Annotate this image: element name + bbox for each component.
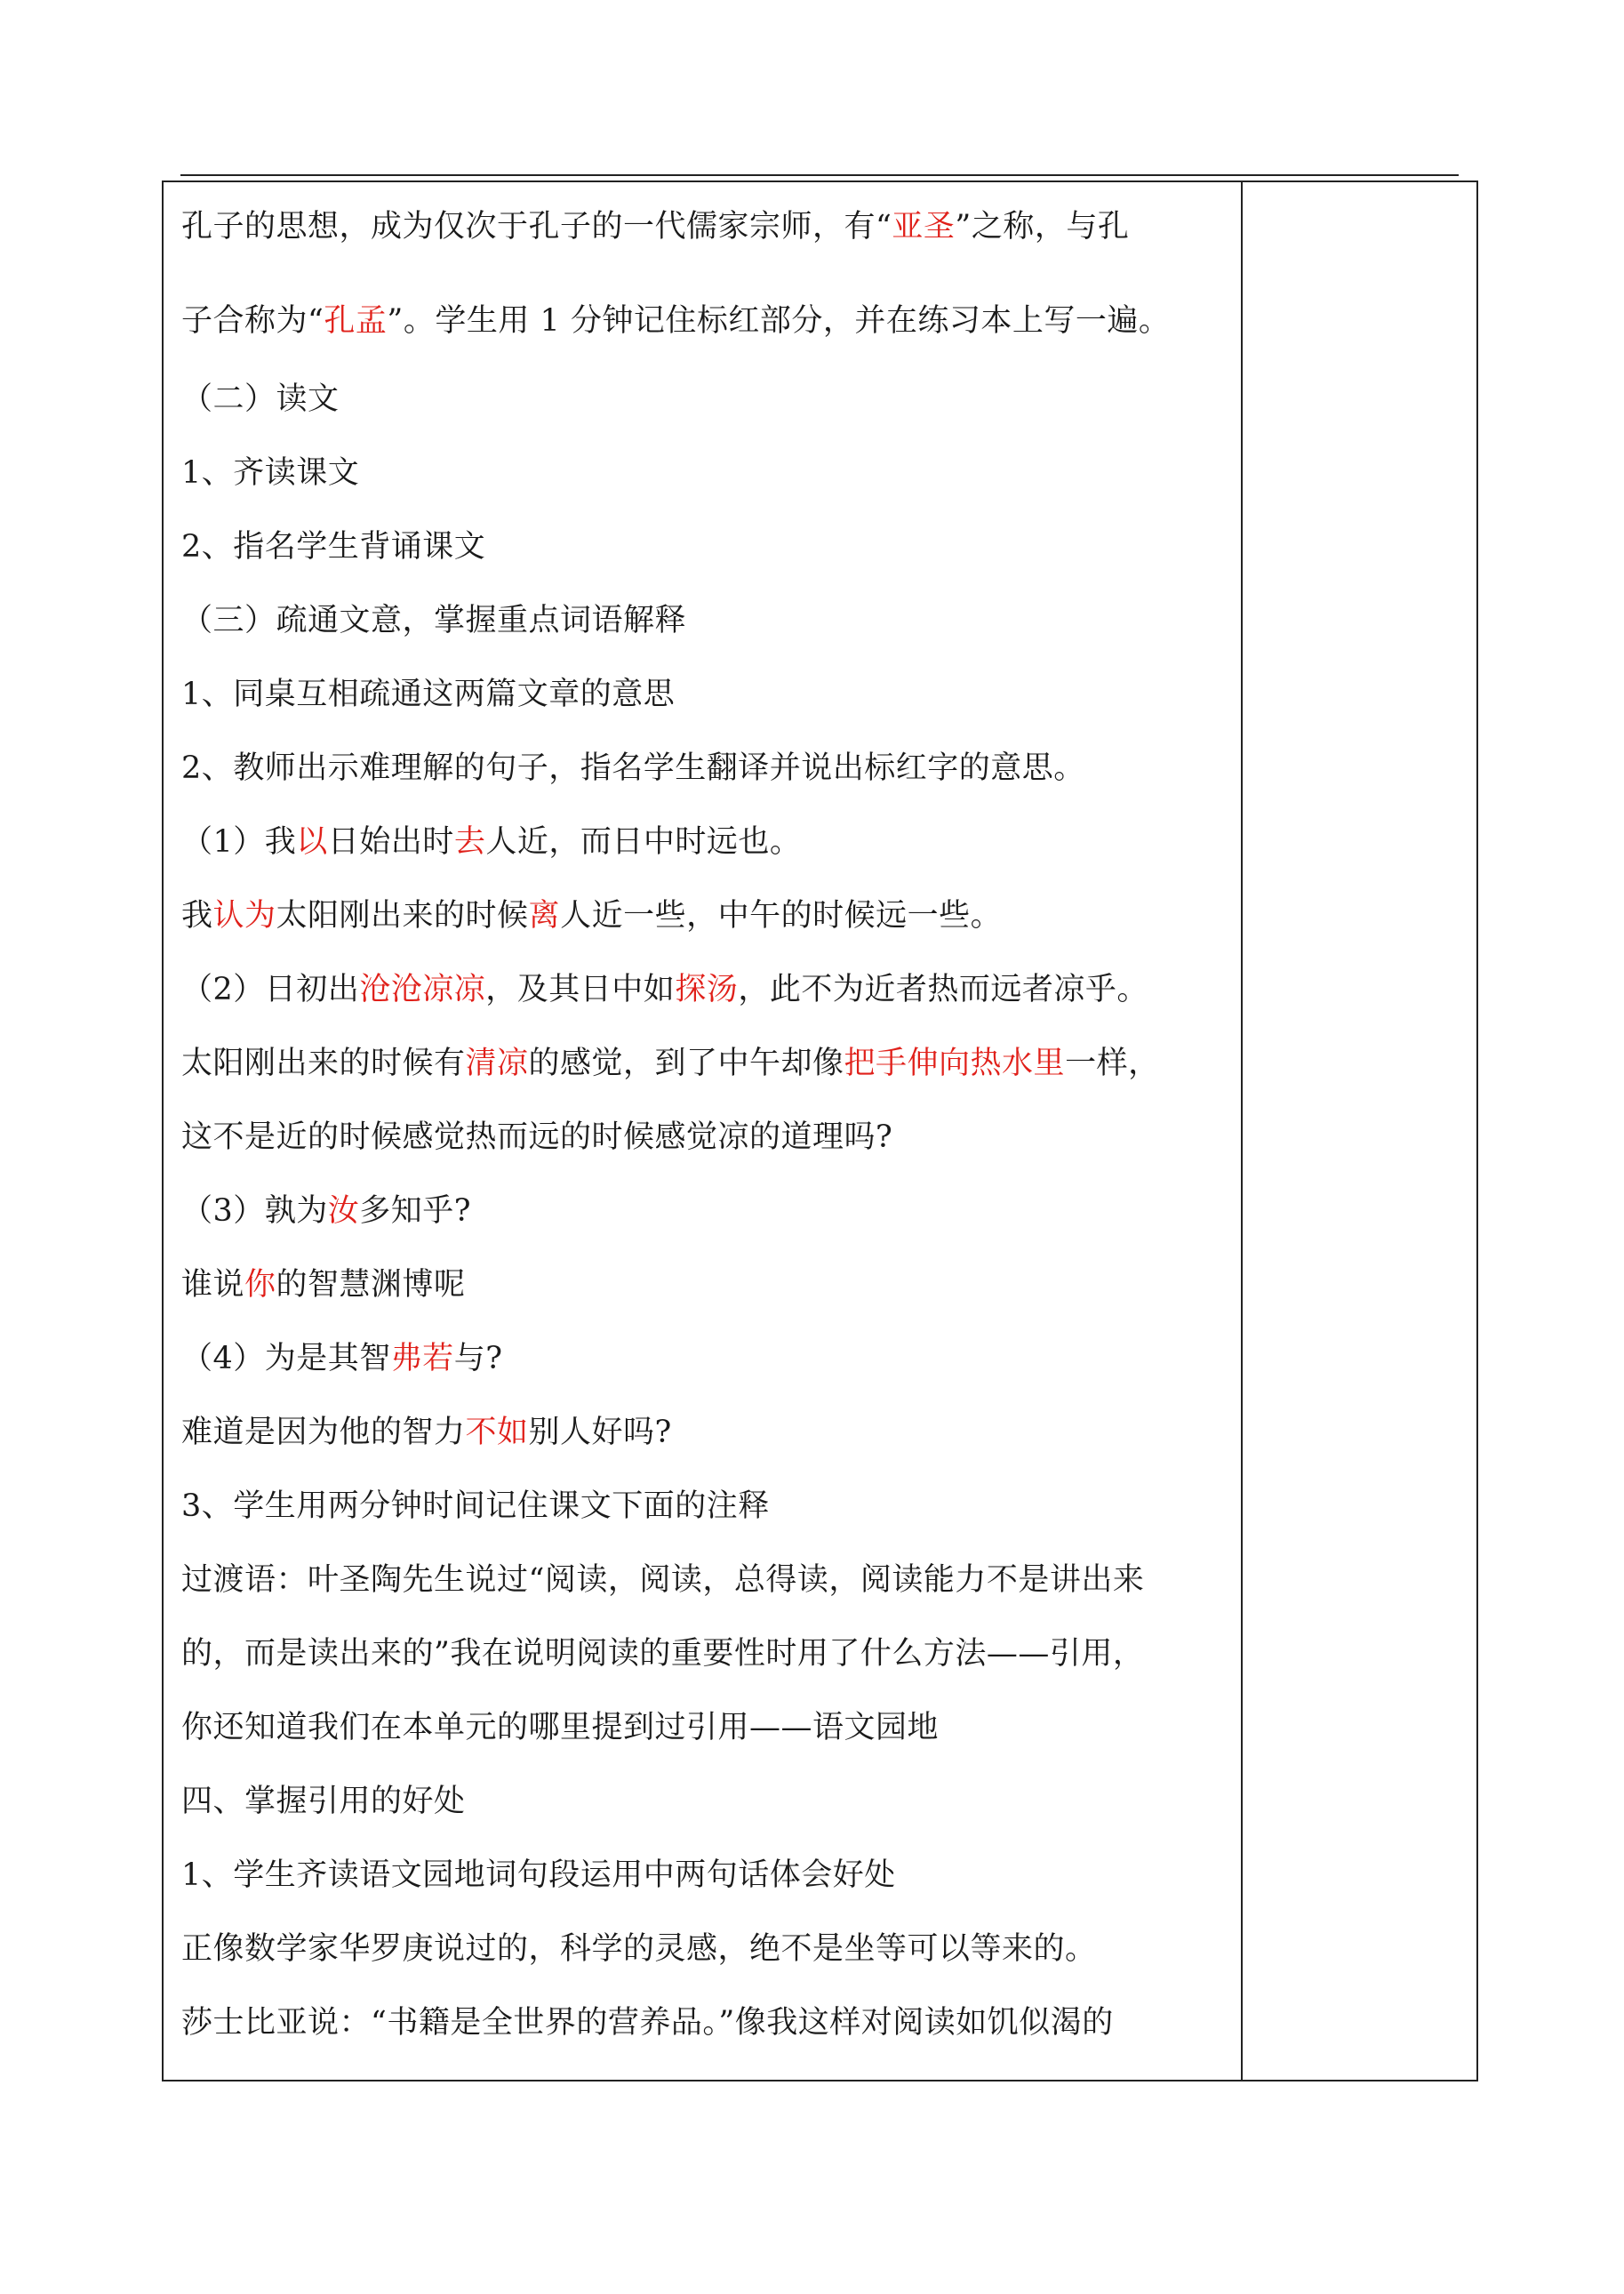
highlighted-text: 把手伸向热水里 [844, 1046, 1066, 1081]
text-segment: （三）疏通文意，掌握重点词语解释 [181, 603, 687, 638]
text-line [181, 453, 359, 493]
highlighted-text: 以 [296, 824, 328, 860]
text-line [181, 896, 1002, 935]
text-segment: （1）我 [181, 824, 297, 860]
highlighted-text: 弗若 [390, 1341, 454, 1376]
text-segment: 这不是近的时候感觉热而远的时候感觉凉的道理吗? [181, 1119, 893, 1155]
text-segment: 过渡语：叶圣陶先生说过“阅读，阅读，总得读，阅读能力不是讲出来 [181, 1562, 1145, 1598]
text-segment: 1、齐读课文 [181, 455, 360, 491]
text-segment: （二）读文 [181, 381, 340, 417]
text-line [181, 1265, 466, 1304]
text-segment: ，此不为近者热而远者凉乎。 [738, 972, 1148, 1007]
text-segment: ”之称，与孔 [955, 209, 1130, 245]
text-line [181, 1782, 466, 1821]
text-line [181, 1487, 770, 1526]
text-line [181, 1191, 471, 1231]
text-segment: 子合称为“ [181, 303, 324, 339]
text-line [181, 1413, 672, 1452]
text-segment: 孔子的思想，成为仅次于孔子的一代儒家宗师，有“ [181, 209, 892, 245]
highlighted-text: 沧沧凉凉 [359, 972, 486, 1007]
text-segment: 谁说 [181, 1267, 245, 1303]
text-segment: （2）日初出 [181, 972, 360, 1007]
text-line [181, 380, 340, 419]
highlighted-text: 你 [244, 1267, 276, 1303]
text-segment: 2、指名学生背诵课文 [181, 529, 486, 565]
text-line [181, 1118, 892, 1157]
text-segment: 人近，而日中时远也。 [485, 824, 802, 860]
text-segment: 太阳刚出来的时候 [276, 898, 529, 934]
text-line [181, 970, 1148, 1009]
text-segment: 的感觉，到了中午却像 [528, 1046, 844, 1081]
text-segment: 正像数学家华罗庚说过的，科学的灵感，绝不是坐等可以等来的。 [181, 1931, 1097, 1967]
text-segment: 1、同桌互相疏通这两篇文章的意思 [181, 677, 676, 712]
text-segment: 四、掌握引用的好处 [181, 1784, 466, 1819]
highlighted-text: 认为 [212, 898, 276, 934]
text-line [181, 1708, 939, 1747]
text-segment: 3、学生用两分钟时间记住课文下面的注释 [181, 1488, 770, 1524]
text-segment: 多知乎? [359, 1193, 472, 1229]
text-line [181, 601, 686, 640]
highlighted-text: 清凉 [465, 1046, 529, 1081]
text-segment: 你还知道我们在本单元的哪里提到过引用——语文园地 [181, 1710, 940, 1745]
text-segment: 我 [181, 898, 213, 934]
highlighted-text: 汝 [327, 1193, 360, 1229]
text-line [181, 301, 1170, 341]
header-rule [180, 174, 1459, 176]
text-line [181, 1856, 896, 1895]
text-segment: 莎士比亚说：“书籍是全世界的营养品。”像我这样对阅读如饥似渴的 [181, 2005, 1114, 2041]
text-segment: 1、学生齐读语文园地词句段运用中两句话体会好处 [181, 1857, 896, 1893]
text-line [181, 749, 1085, 788]
text-line [181, 2003, 1114, 2042]
text-line [181, 1044, 1160, 1083]
text-line [181, 207, 1129, 246]
highlighted-text: 去 [453, 824, 486, 860]
highlighted-text: 不如 [465, 1415, 529, 1450]
text-segment: 难道是因为他的智力 [181, 1415, 466, 1450]
highlighted-text: 孔孟 [324, 303, 388, 339]
text-line [181, 1634, 1144, 1673]
text-line [181, 527, 485, 566]
highlighted-text: 亚圣 [892, 209, 956, 245]
text-segment: 2、教师出示难理解的句子，指名学生翻译并说出标红字的意思。 [181, 750, 1085, 786]
text-segment: 别人好吗? [528, 1415, 672, 1450]
text-segment: （3）孰为 [181, 1193, 328, 1229]
lesson-content-cell [164, 182, 1241, 2080]
text-segment: 太阳刚出来的时候有 [181, 1046, 466, 1081]
highlighted-text: 探汤 [675, 972, 739, 1007]
text-segment: 的智慧渊博呢 [276, 1267, 466, 1303]
text-segment: ”。学生用 1 分钟记住标红部分，并在练习本上写一遍。 [387, 303, 1171, 339]
text-line [181, 675, 675, 714]
notes-cell [1241, 182, 1478, 2080]
text-line [181, 1339, 503, 1378]
text-segment: 一样， [1065, 1046, 1160, 1081]
text-line [181, 822, 801, 862]
text-segment: 人近一些，中午的时候远一些。 [560, 898, 1003, 934]
text-segment: ，及其日中如 [485, 972, 676, 1007]
highlighted-text: 离 [528, 898, 561, 934]
text-segment: 与? [453, 1341, 503, 1376]
text-segment: 的，而是读出来的”我在说明阅读的重要性时用了什么方法——引用， [181, 1636, 1145, 1672]
lesson-table [162, 180, 1478, 2081]
text-segment: （4）为是其智 [181, 1341, 391, 1376]
text-segment: 日始出时 [327, 824, 454, 860]
text-line [181, 1929, 1097, 1969]
text-line [181, 1560, 1144, 1600]
